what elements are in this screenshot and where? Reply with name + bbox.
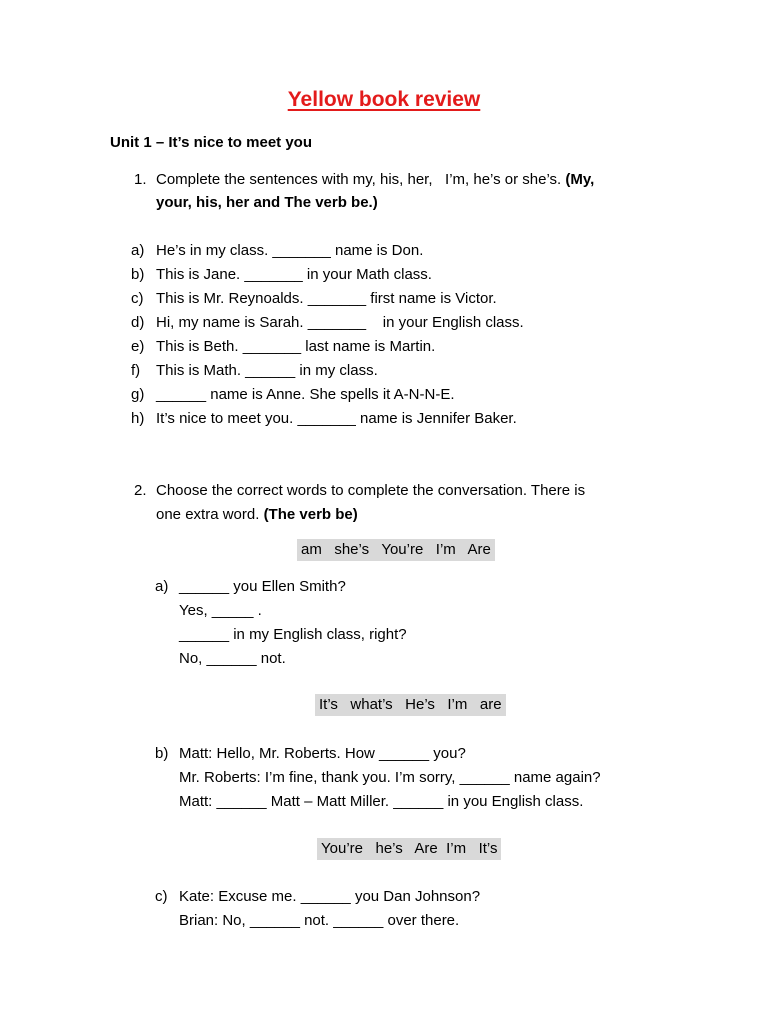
- page-title: Yellow book review: [287, 88, 481, 111]
- q1-instruction-line1: [156, 170, 594, 190]
- q1-item-f: This is Math. ______ in my class.: [156, 362, 378, 379]
- q2-b-line2: Mr. Roberts: I’m fine, thank you. I’m sorry, ______ name again?: [179, 769, 601, 786]
- q2-c-line2: Brian: No, ______ not. ______ over there.: [179, 912, 460, 929]
- q2-a-line3: ______ in my English class, right?: [179, 626, 407, 643]
- q1-item-f-letter: f): [131, 362, 141, 379]
- q1-item-b: This is Jane. _______ in your Math class.: [156, 266, 432, 283]
- q2-b-letter: b): [155, 745, 169, 762]
- q2-b-line3: Matt: ______ Matt – Matt Miller. ______ in you English class.: [179, 793, 584, 810]
- q1-item-c-letter: c): [131, 290, 144, 307]
- q2-instruction-line1: Choose the correct words to complete the conversation. There is: [156, 482, 586, 499]
- q2-a-letter: a): [155, 578, 169, 595]
- q1-instruction-bold: (My,: [565, 171, 595, 188]
- q1-item-d: Hi, my name is Sarah. _______ in your English class.: [156, 314, 524, 331]
- q2-number: 2.: [134, 482, 147, 499]
- q1-item-e-letter: e): [131, 338, 145, 355]
- q1-item-b-letter: b): [131, 266, 145, 283]
- word-box-2: It’s what’s He’s I’m are: [315, 694, 506, 716]
- q1-item-d-letter: d): [131, 314, 145, 331]
- q2-a-line4: No, ______ not.: [179, 650, 286, 667]
- word-box-3: You’re he’s Are I’m It’s: [317, 838, 501, 860]
- q1-item-e: This is Beth. _______ last name is Martin.: [156, 338, 436, 355]
- q2-instruction-line2: [156, 505, 358, 525]
- q2-c-line1: Kate: Excuse me. ______ you Dan Johnson?: [179, 888, 481, 905]
- q2-instruction-text: one extra word.: [156, 506, 264, 523]
- q2-b-line1: Matt: Hello, Mr. Roberts. How ______ you?: [179, 745, 466, 762]
- q2-instruction-bold: (The verb be): [263, 506, 358, 523]
- q1-instruction-text: Complete the sentences with my, his, her, I’m, he’s or she’s.: [156, 171, 566, 188]
- q1-item-h: It’s nice to meet you. _______ name is Jennifer Baker.: [156, 410, 517, 427]
- q2-a-line1: ______ you Ellen Smith?: [179, 578, 346, 595]
- q1-item-c: This is Mr. Reynoalds. _______ first name is Victor.: [156, 290, 497, 307]
- unit-heading: Unit 1 – It’s nice to meet you: [110, 134, 312, 151]
- q1-number: 1.: [134, 171, 147, 188]
- q1-item-a-letter: a): [131, 242, 145, 259]
- q1-item-g-letter: g): [131, 386, 145, 403]
- q1-instruction-bold2: your, his, her and The verb be.): [156, 194, 378, 211]
- q1-instruction-line2: [156, 193, 378, 213]
- q2-c-letter: c): [155, 888, 168, 905]
- q1-item-a: He’s in my class. _______ name is Don.: [156, 242, 424, 259]
- q1-item-g: ______ name is Anne. She spells it A-N-N-E.: [156, 386, 455, 403]
- q2-a-line2: Yes, _____ .: [179, 602, 262, 619]
- word-box-1: am she’s You’re I’m Are: [297, 539, 495, 561]
- q1-item-h-letter: h): [131, 410, 145, 427]
